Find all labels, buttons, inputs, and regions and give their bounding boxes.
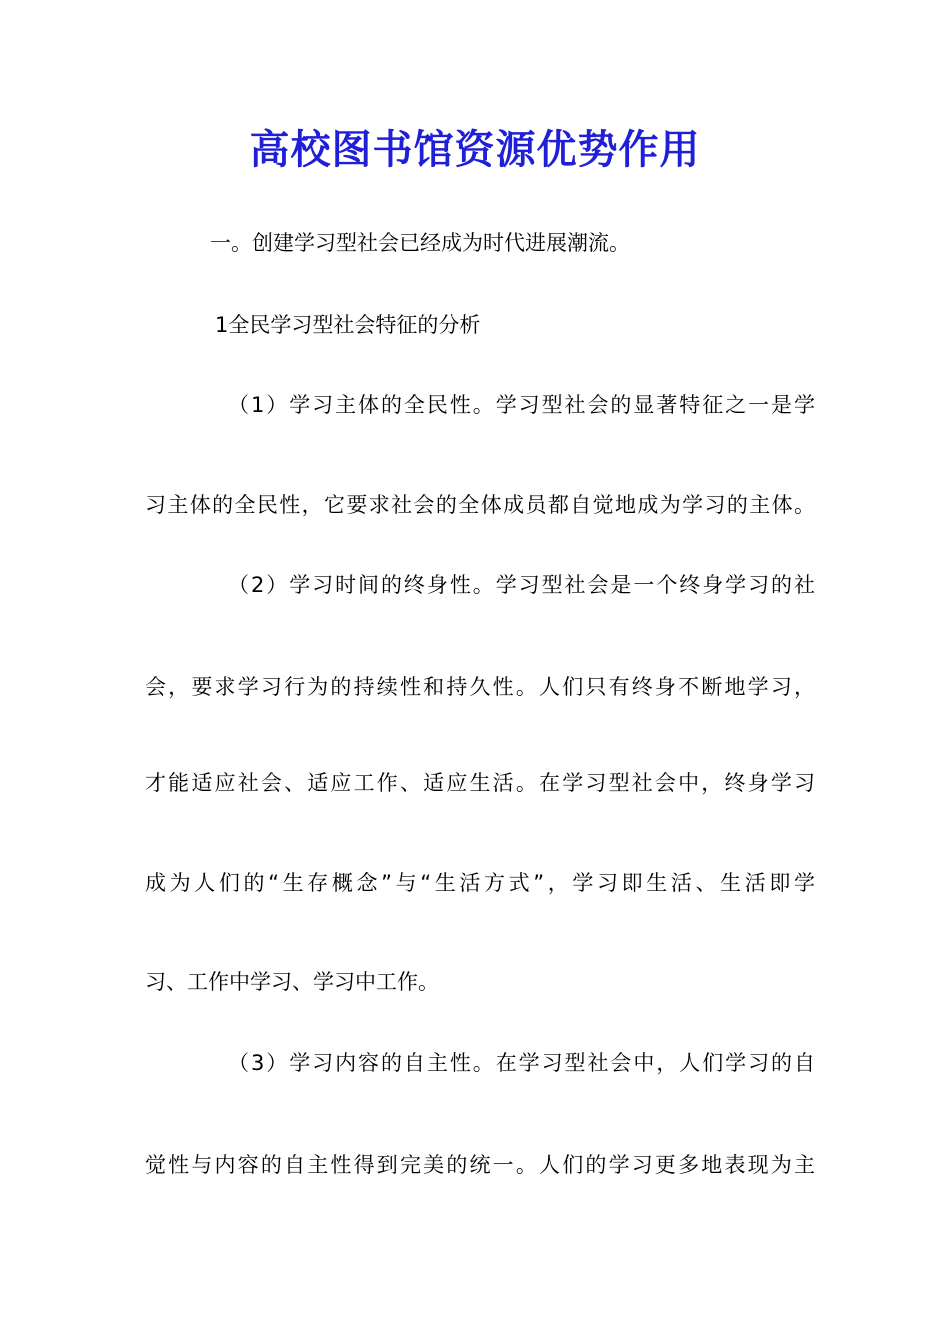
- subsection-heading-1: 1全民学习型社会特征的分析: [215, 313, 481, 337]
- paragraph-line: （2）学习时间的终身性。学习型社会是一个终身学习的社: [228, 573, 815, 597]
- paragraph-line: 会，要求学习行为的持续性和持久性。人们只有终身不断地学习，: [145, 675, 815, 699]
- document-title: 高校图书馆资源优势作用: [249, 126, 701, 173]
- paragraph-line: 成为人们的“生存概念”与“生活方式”，学习即生活、生活即学: [145, 871, 815, 895]
- paragraph-line: 觉性与内容的自主性得到完美的统一。人们的学习更多地表现为主: [145, 1153, 815, 1177]
- paragraph-line: 习主体的全民性，它要求社会的全体成员都自觉地成为学习的主体。: [145, 493, 815, 517]
- section-heading-1: 一。创建学习型社会已经成为时代进展潮流。: [210, 231, 630, 255]
- paragraph-line: （3）学习内容的自主性。在学习型社会中，人们学习的自: [228, 1051, 815, 1075]
- paragraph-line: （1）学习主体的全民性。学习型社会的显著特征之一是学: [228, 393, 815, 417]
- paragraph-line: 才能适应社会、适应工作、适应生活。在学习型社会中，终身学习: [145, 771, 815, 795]
- paragraph-line: 习、工作中学习、学习中工作。: [145, 970, 439, 994]
